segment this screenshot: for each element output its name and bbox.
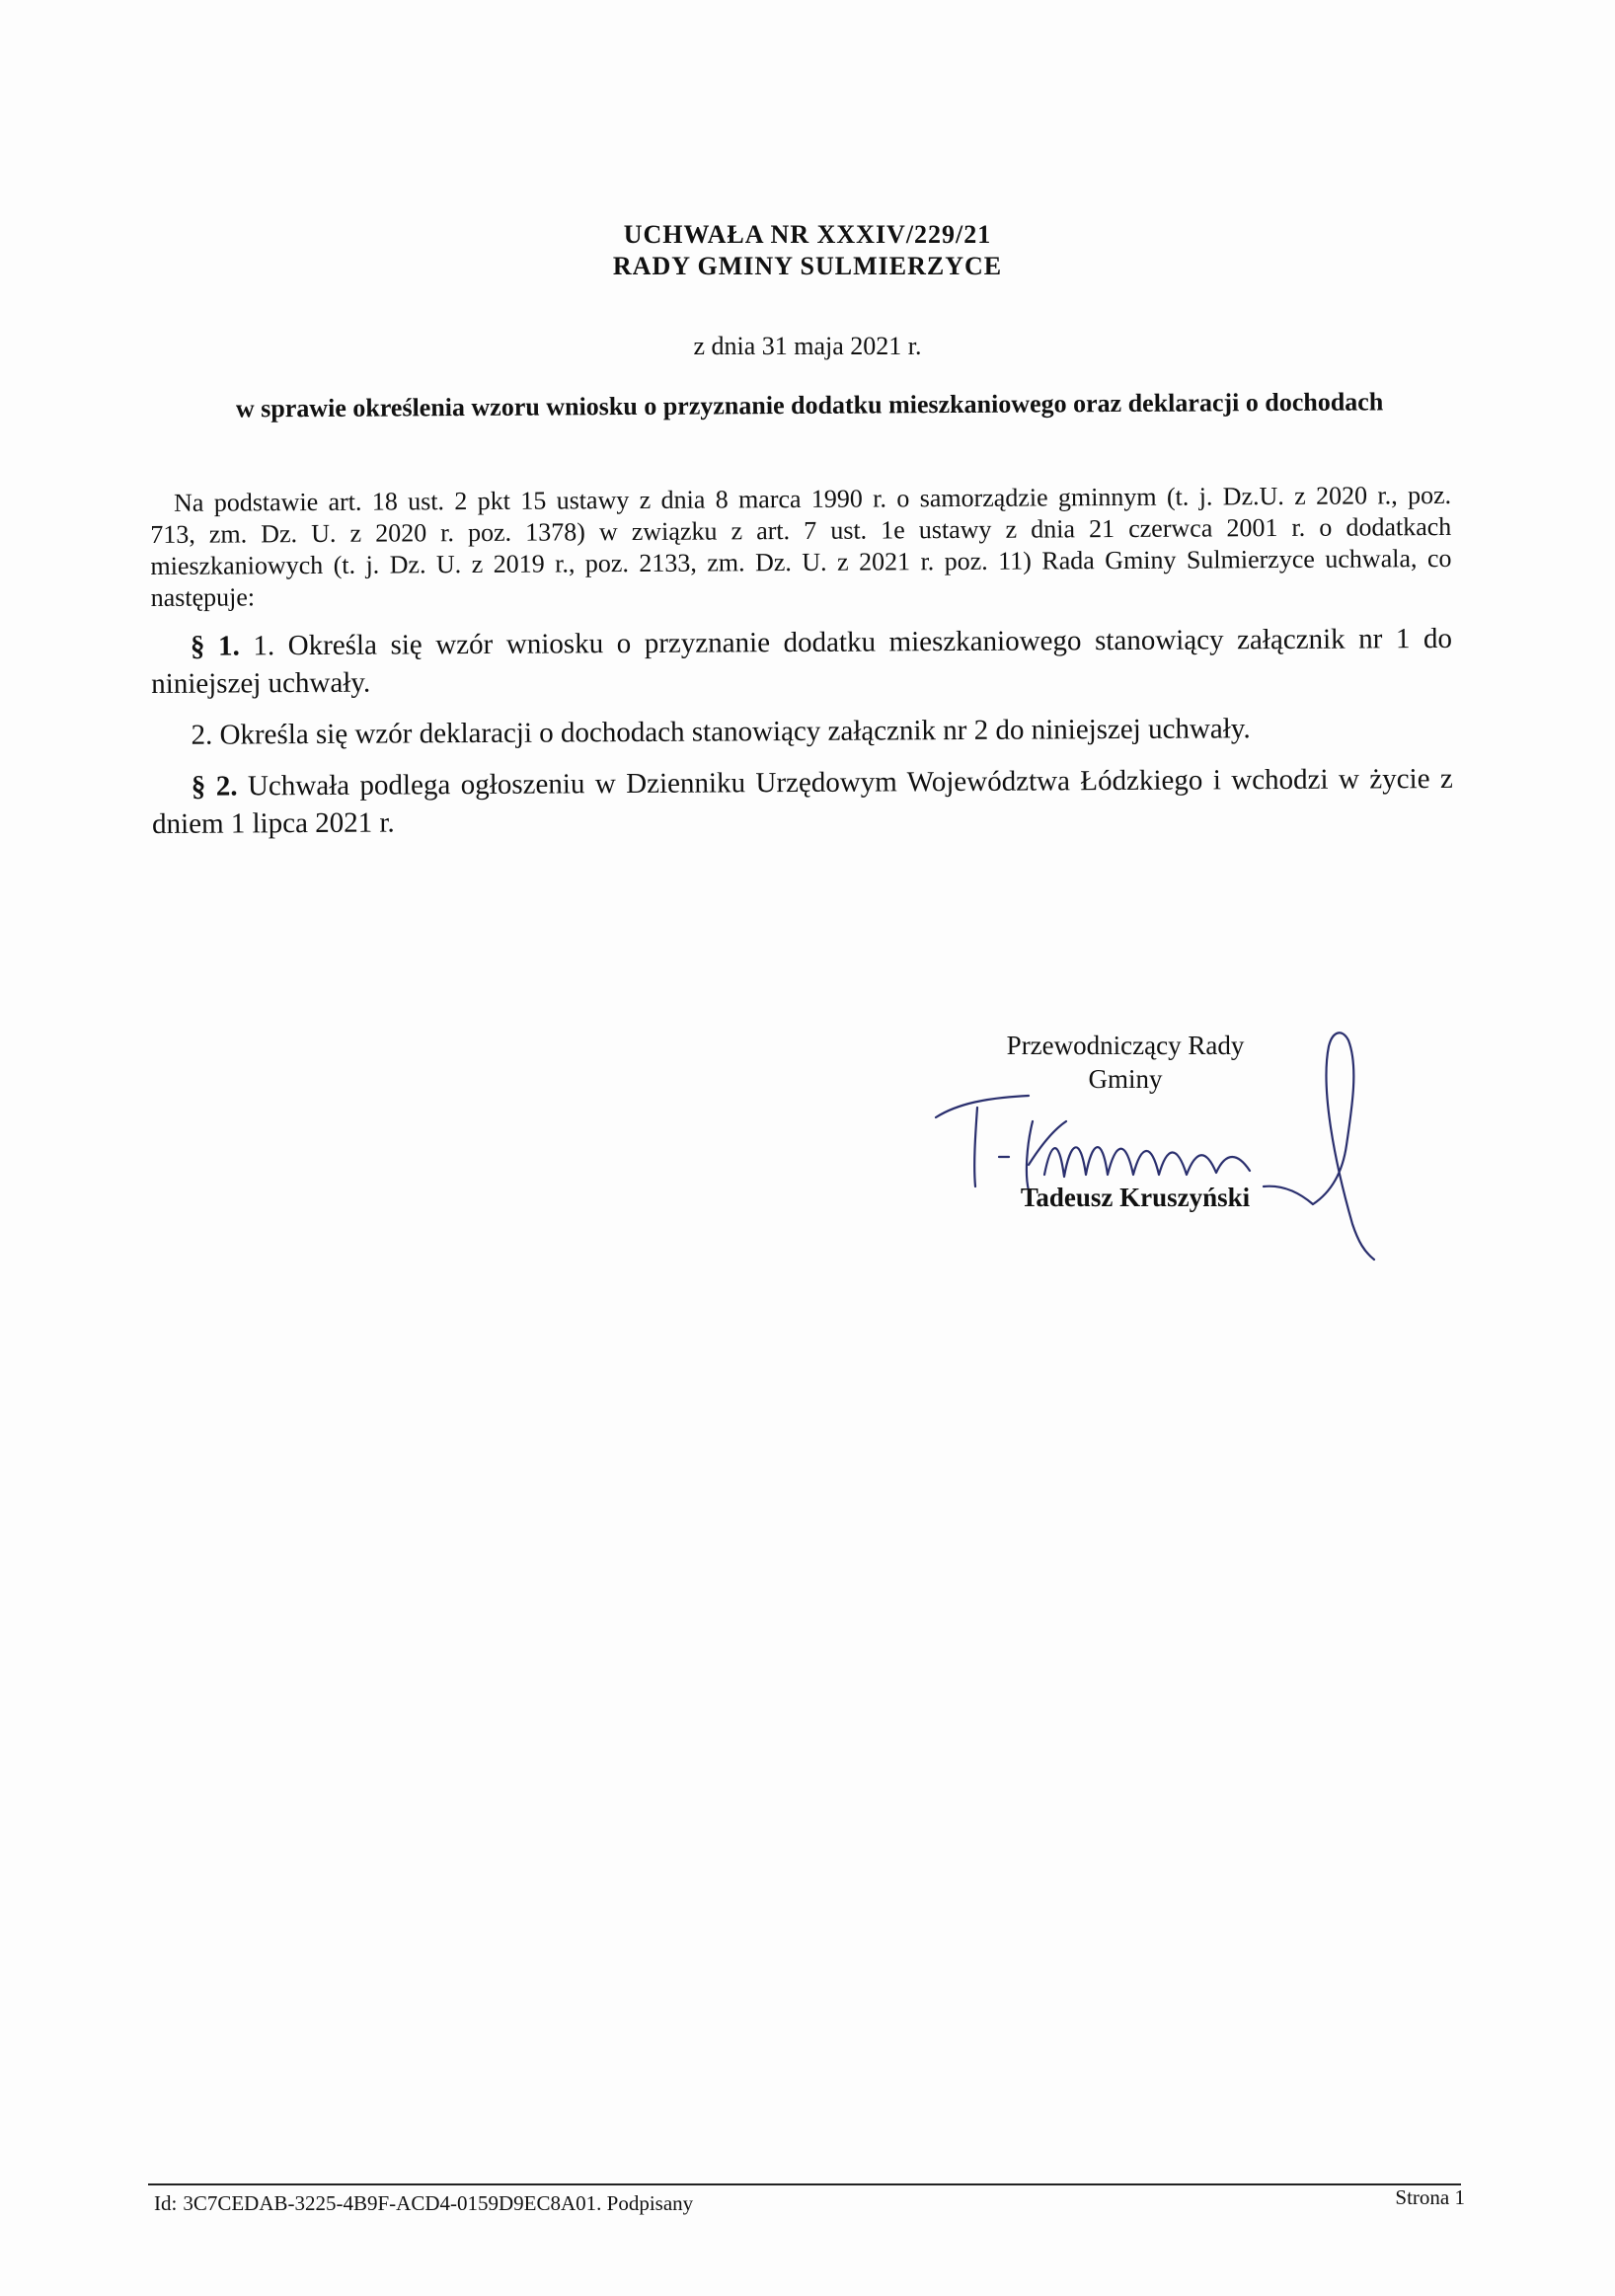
- signatory-role-line-1: Przewodniczący Rady: [1006, 1031, 1245, 1060]
- section-2-label: § 2.: [191, 770, 238, 803]
- section-1-point-1-text: 1. Określa się wzór wniosku o przyznanie dodatku mieszkaniowego stanowiący załącznik nr 1 do niniejszej uchwały.: [151, 622, 1453, 700]
- resolution-subject: w sprawie określenia wzoru wniosku o przyznanie dodatku mieszkaniowego oraz deklaracji o dochodach: [235, 387, 1384, 423]
- council-name: RADY GMINY SULMIERZYCE: [612, 252, 1003, 280]
- signature-status: Podpisany: [606, 2191, 694, 2215]
- legal-basis-preamble: Na podstawie art. 18 ust. 2 pkt 15 ustawy z dnia 8 marca 1990 r. o samorządzie gminnym (t. j. Dz.U. z 2020 r., poz. 713, zm. Dz. U. z 2020 r. poz. 1378) w związku z art. 7 ust. 1e ustawy z dnia 21 czerwca 2001 r. o dodatkach mieszkaniowych (t. j. Dz. U. z 2019 r., poz. 2133, zm. Dz. U. z 2021 r. poz. 11) Rada Gminy Sulmierzyce uchwala, co następuje:: [150, 480, 1452, 612]
- resolution-date: z dnia 31 maja 2021 r.: [693, 332, 922, 360]
- signatory-role-line-2: Gminy: [1088, 1064, 1163, 1094]
- resolution-number: UCHWAŁA NR XXXIV/229/21: [623, 220, 992, 249]
- document-id-value: 3C7CEDAB-3225-4B9F-ACD4-0159D9EC8A01.: [183, 2191, 602, 2215]
- handwritten-signature: [918, 1027, 1471, 1283]
- document-id: [154, 2191, 693, 2216]
- resolution-body: [150, 480, 1453, 857]
- footer-divider: [148, 2183, 1461, 2185]
- page-number: Strona 1: [1395, 2185, 1465, 2209]
- title-block: [0, 219, 1615, 282]
- document-id-label: Id:: [154, 2191, 178, 2215]
- section-1-point-2: 2. Określa się wzór deklaracji o dochodach stanowiący załącznik nr 2 do niniejszej uchwały.: [191, 713, 1251, 751]
- section-2: [152, 760, 1453, 843]
- section-1-point-1: [151, 620, 1452, 703]
- section-1-label: § 1.: [190, 630, 240, 662]
- signatory-name: Tadeusz Kruszyński: [1020, 1183, 1251, 1212]
- section-2-text: Uchwała podlega ogłoszeniu w Dzienniku Urzędowym Województwa Łódzkiego i wchodzi w życie z dniem 1 lipca 2021 r.: [151, 762, 1453, 840]
